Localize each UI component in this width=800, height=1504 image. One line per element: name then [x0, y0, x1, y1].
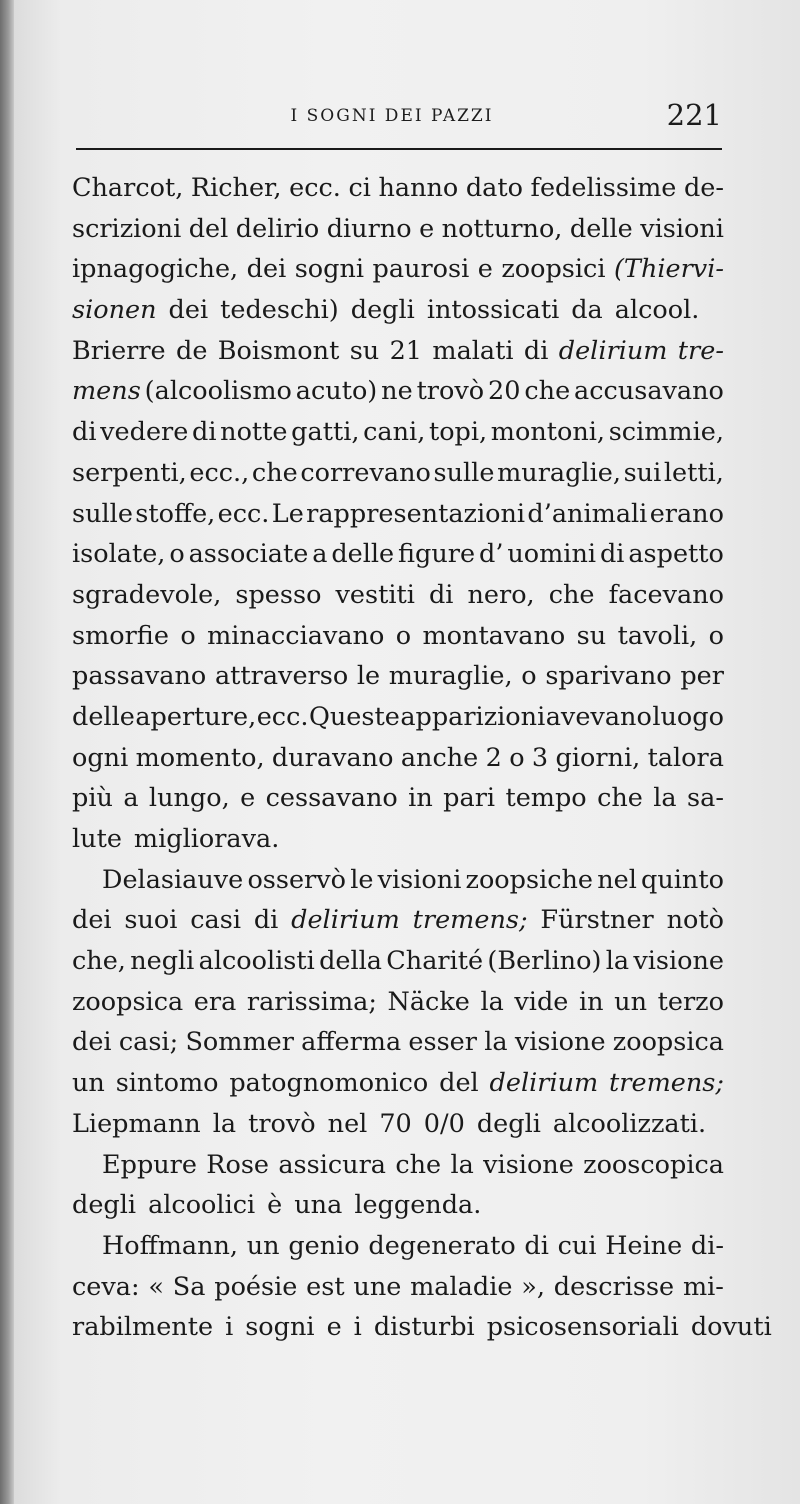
text-line: un sintomo patognomonico del delirium tremens; [72, 1068, 724, 1099]
text-line: sionen dei tedeschi) degli intossicati da alcool. [72, 295, 700, 326]
text-line: ogni momento, duravano anche 2 o 3 giorni, talora [72, 742, 724, 773]
text-line: Hoffmann, un genio degenerato di cui Heine di- [102, 1230, 724, 1261]
text-line: Brierre de Boismont su 21 malati di delirium tre- [72, 335, 724, 366]
header-rule [76, 148, 722, 150]
text-line: mens (alcoolismo acuto) ne trovò 20 che accusavano [72, 376, 724, 407]
text-line: serpenti, ecc., che correvano sulle muraglie, sui letti, [72, 457, 724, 488]
text-line: dei suoi casi di delirium tremens; Fürstner notò [72, 905, 724, 936]
text-line: che, negli alcoolisti della Charité (Berlino) la visione [72, 946, 724, 977]
running-title: I SOGNI DEI PAZZI [290, 106, 494, 126]
text-line: Liepmann la trovò nel 70 0/0 degli alcoolizzati. [72, 1108, 707, 1139]
text-line: sulle stoffe, ecc. Le rappresentazioni d’animali erano [72, 498, 724, 529]
text-line: di vedere di notte gatti, cani, topi, montoni, scimmie, [72, 417, 724, 448]
text-line: Charcot, Richer, ecc. ci hanno dato fedelissime de- [72, 173, 724, 203]
text-line: smorfie o minacciavano o montavano su tavoli, o [72, 620, 724, 651]
text-line: Delasiauve osservò le visioni zoopsiche nel quinto [102, 864, 724, 895]
body-text [72, 168, 772, 1348]
text-line: Eppure Rose assicura che la visione zooscopica [102, 1149, 724, 1180]
text-line: ceva: « Sa poésie est une maladie », descrisse mi- [72, 1271, 724, 1302]
page-number: 221 [666, 98, 722, 132]
text-line: scrizioni del delirio diurno e notturno, delle visioni [72, 213, 724, 244]
text-line: ipnagogiche, dei sogni paurosi e zoopsici (Thiervi- [72, 254, 724, 285]
text-line: passavano attraverso le muraglie, o sparivano per [72, 661, 724, 692]
page-header [62, 96, 722, 136]
book-spine-shadow [0, 0, 14, 1504]
text-line: degli alcoolici è una leggenda. [72, 1190, 482, 1221]
text-line: zoopsica era rarissima; Näcke la vide in un terzo [72, 986, 724, 1017]
text-line: lute migliorava. [72, 824, 280, 854]
text-line: più a lungo, e cessavano in pari tempo che la sa- [72, 783, 724, 814]
text-line: rabilmente i sogni e i disturbi psicosensoriali dovuti [72, 1312, 772, 1343]
text-line: sgradevole, spesso vestiti di nero, che facevano [72, 579, 724, 610]
text-line: dei casi; Sommer afferma esser la visione zoopsica [72, 1027, 724, 1058]
text-line: delle aperture, ecc. Queste apparizioni avevano luogo [72, 701, 724, 732]
text-line: isolate, o associate a delle figure d’ uomini di aspetto [72, 539, 724, 570]
